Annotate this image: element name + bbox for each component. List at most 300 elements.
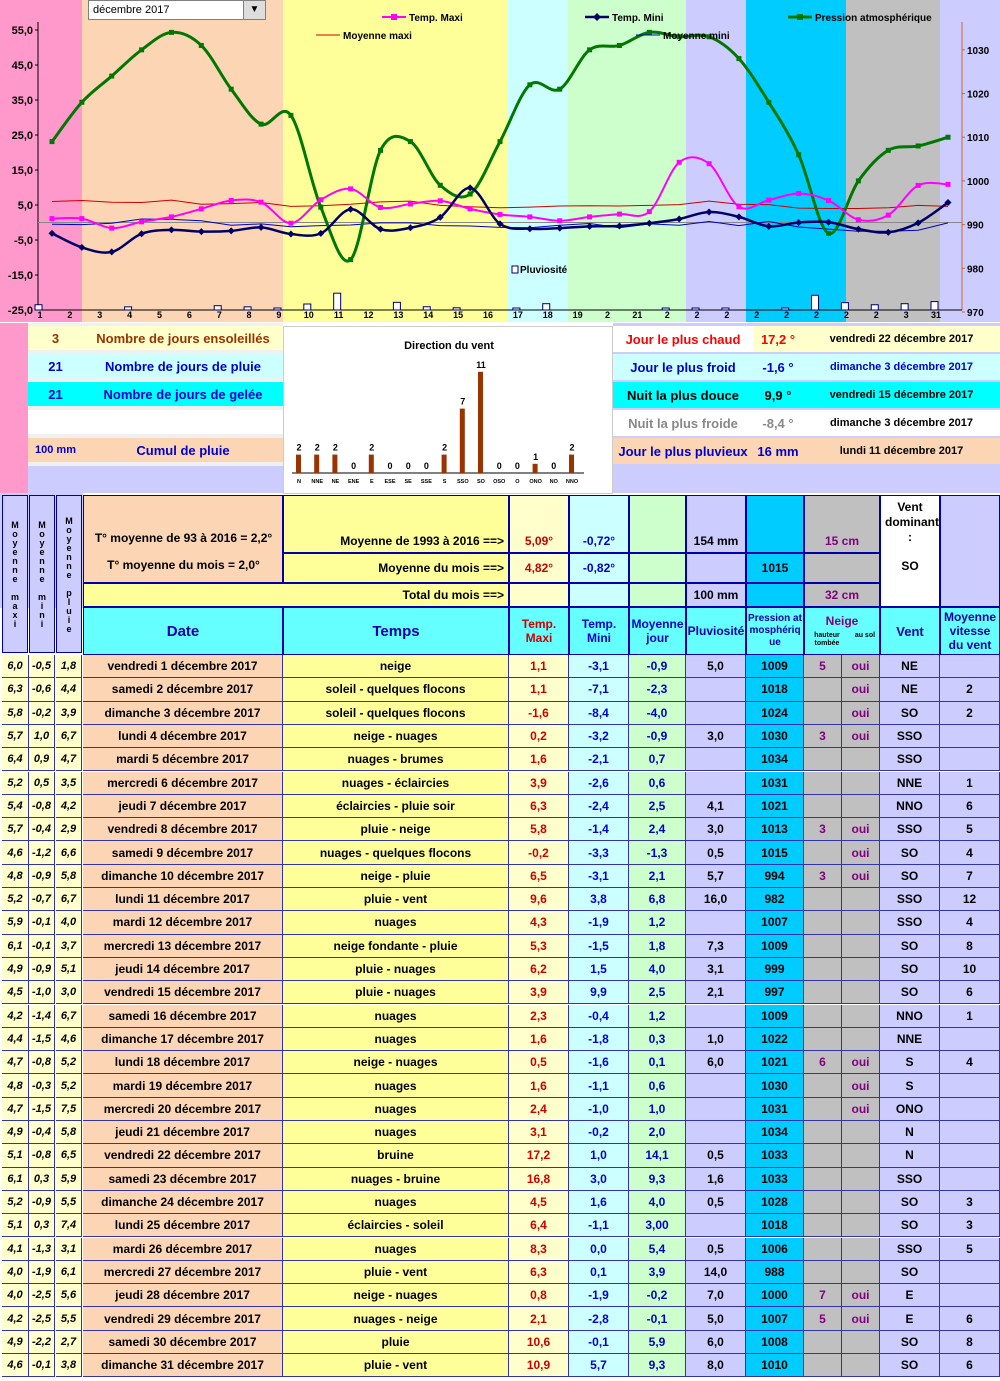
x-tick-label: 18 (542, 310, 553, 320)
cell-neige-hauteur (804, 888, 842, 911)
rain-bar (35, 305, 42, 310)
table-row (0, 888, 1000, 911)
cell-vitesse (940, 655, 1000, 678)
series-marker (916, 183, 921, 188)
cell-pression: 1021 (746, 795, 804, 818)
cell-neige-sol (842, 1261, 880, 1284)
cell-temps: neige - pluie (283, 865, 509, 888)
legend-pluie-label: Pluviosité (520, 265, 568, 276)
cell-tmax: 2,4 (509, 1098, 569, 1121)
wind-data-label: 0 (405, 461, 411, 471)
wind-tick-label: SSO (456, 479, 469, 485)
period-tmin: -0,72° (569, 495, 629, 553)
x-tick-label: 2 (664, 310, 670, 320)
cell-date: jeudi 7 décembre 2017 (83, 795, 283, 818)
cell-neige-hauteur (804, 911, 842, 934)
cell-vitesse: 4 (940, 1051, 1000, 1074)
cell-moy-jour: -1,3 (629, 841, 686, 864)
table-row (0, 911, 1000, 934)
header-temps: Temps (283, 607, 509, 655)
cell-moy-maxi: 6,1 (2, 1168, 29, 1191)
rain-bar (782, 308, 789, 310)
wind-tick-label: N (297, 479, 301, 485)
cell-pluie: 0,5 (686, 1238, 746, 1261)
cell-moy-maxi: 5,8 (2, 702, 29, 725)
cell-moy-mini: -0,8 (29, 1051, 55, 1074)
cell-vitesse: 6 (940, 1354, 1000, 1377)
table-row (0, 1168, 1000, 1191)
cell-moy-mini: -0,7 (29, 888, 55, 911)
cell-moy-maxi: 5,2 (2, 772, 29, 795)
cell-moy-pluie: 2,7 (56, 1331, 82, 1354)
cell-tmax: 4,3 (509, 911, 569, 934)
cell-pluie: 3,0 (686, 818, 746, 841)
cell-vitesse: 8 (940, 1331, 1000, 1354)
cell-neige-sol (842, 748, 880, 771)
cell-moy-jour: 0,3 (629, 1028, 686, 1051)
cell-neige-sol (842, 1354, 880, 1377)
table-row (0, 1261, 1000, 1284)
y-right-tick-label: 1020 (967, 89, 990, 101)
series-marker (617, 43, 622, 48)
cell-tmax: 8,3 (509, 1238, 569, 1261)
cell-neige-sol: oui (842, 702, 880, 725)
series-marker (169, 214, 174, 219)
cell-vitesse: 3 (940, 1214, 1000, 1237)
cell-neige-hauteur (804, 1261, 842, 1284)
series-marker (50, 139, 55, 144)
cell-moy-mini: -2,5 (29, 1284, 55, 1307)
cell-pression: 1008 (746, 1331, 804, 1354)
series-marker (886, 148, 891, 153)
cell-moy-mini: -0,1 (29, 911, 55, 934)
cell-moy-jour: 2,1 (629, 865, 686, 888)
cell-moy-pluie: 6,7 (56, 1005, 82, 1028)
coldest-label: Jour le plus froid (613, 354, 753, 380)
series-marker (408, 139, 413, 144)
series-marker (557, 218, 562, 223)
cell-moy-pluie: 4,0 (56, 911, 82, 934)
cell-pluie: 6,0 (686, 1051, 746, 1074)
cell-vitesse: 2 (940, 702, 1000, 725)
wind-data-label: 2 (569, 442, 575, 453)
table-row (0, 841, 1000, 864)
cell-neige-sol (842, 1331, 880, 1354)
cell-pluie: 2,1 (686, 981, 746, 1004)
cell-vitesse: 1 (940, 772, 1000, 795)
rain-bar (334, 293, 341, 310)
x-tick-label: 12 (363, 310, 374, 320)
cell-moy-maxi: 4,6 (2, 1354, 29, 1377)
hottest-label: Jour le plus chaud (613, 326, 753, 352)
cell-moy-maxi: 4,7 (2, 1051, 29, 1074)
cell-moy-jour: 1,2 (629, 1005, 686, 1028)
rain-bar (692, 308, 699, 310)
header-pluie: Pluviosité (686, 607, 746, 655)
wind-tick-label: SSE (420, 479, 432, 485)
chart-band (686, 0, 746, 322)
vent-dominant-value: SO (901, 559, 919, 573)
table-row (0, 678, 1000, 701)
month-select[interactable] (88, 0, 266, 20)
wind-tick-label: OSO (493, 479, 506, 485)
legend-tmax-mark (391, 14, 397, 20)
cell-vent: S (880, 1051, 940, 1074)
x-tick-label: 3 (97, 310, 103, 320)
cell-neige-sol (842, 1005, 880, 1028)
cell-pluie: 4,1 (686, 795, 746, 818)
avg-month: T° moyenne du mois = 2,0° (107, 558, 260, 572)
cell-moy-maxi: 4,0 (2, 1284, 29, 1307)
x-tick-label: 31 (930, 310, 942, 320)
rain-bar (423, 307, 430, 310)
wind-bar (296, 455, 301, 473)
cell-neige-hauteur (804, 1121, 842, 1144)
y-right-tick-label: 980 (967, 264, 984, 276)
cell-temps: neige fondante - pluie (283, 935, 509, 958)
cell-tmax: 1,6 (509, 748, 569, 771)
cell-moy-jour: 4,0 (629, 958, 686, 981)
cell-moy-jour: 2,4 (629, 818, 686, 841)
cell-date: dimanche 24 décembre 2017 (83, 1191, 283, 1214)
cell-moy-mini: -0,1 (29, 1354, 55, 1377)
cell-vent: SO (880, 1331, 940, 1354)
cell-date: samedi 23 décembre 2017 (83, 1168, 283, 1191)
table-row (0, 725, 1000, 748)
cell-tmin: -3,2 (569, 725, 629, 748)
mildest-night-value: 9,9 ° (753, 382, 803, 408)
cell-pluie (686, 1214, 746, 1237)
table-row (0, 1354, 1000, 1377)
cell-moy-mini: -1,2 (29, 841, 55, 864)
series-marker (109, 74, 114, 79)
header-au-sol: au sol (854, 632, 876, 639)
cell-moy-pluie: 3,9 (56, 702, 82, 725)
wind-tick-label: NO (549, 479, 558, 485)
x-tick-label: 2 (754, 310, 760, 320)
header-hauteur: hauteur tombée (814, 632, 840, 647)
series-marker (139, 219, 144, 224)
cell-moy-jour: 5,9 (629, 1331, 686, 1354)
total-rain: 100 mm (686, 583, 746, 607)
cell-tmin: 5,7 (569, 1354, 629, 1377)
wind-data-label: 0 (514, 461, 520, 471)
wind-data-label: 2 (369, 442, 375, 453)
series-marker (498, 139, 503, 144)
vent-dominant-label: Vent dominant : (885, 500, 939, 544)
cell-pression: 1034 (746, 1121, 804, 1144)
x-tick-label: 11 (333, 310, 344, 320)
cell-moy-mini: -0,1 (29, 935, 55, 958)
series-marker (259, 122, 264, 127)
cell-vent: S (880, 1074, 940, 1097)
rain-bar (722, 308, 729, 310)
cell-neige-hauteur (804, 678, 842, 701)
series-marker (199, 206, 204, 211)
cell-temps: neige - nuages (283, 725, 509, 748)
cell-moy-jour: 9,3 (629, 1354, 686, 1377)
month-tmin: -0,82° (569, 553, 629, 583)
cell-vent: SO (880, 865, 940, 888)
cell-tmax: 4,5 (509, 1191, 569, 1214)
cell-moy-maxi: 5,1 (2, 1214, 29, 1237)
rain-bar (393, 302, 400, 310)
cell-pluie: 14,0 (686, 1261, 746, 1284)
header-tmin: Temp. Mini (569, 607, 629, 655)
cell-pluie (686, 772, 746, 795)
cell-moy-jour: 2,5 (629, 795, 686, 818)
cell-neige-sol (842, 772, 880, 795)
cell-pluie: 3,0 (686, 725, 746, 748)
cell-date: vendredi 1 décembre 2017 (83, 655, 283, 678)
cell-neige-hauteur (804, 1214, 842, 1237)
cell-pluie: 1,0 (686, 1028, 746, 1051)
cell-date: mardi 19 décembre 2017 (83, 1074, 283, 1097)
cell-pluie: 0,5 (686, 841, 746, 864)
cell-tmax: 0,8 (509, 1284, 569, 1307)
x-tick-label: 9 (276, 310, 282, 320)
cell-pluie: 7,0 (686, 1284, 746, 1307)
cell-date: mercredi 20 décembre 2017 (83, 1098, 283, 1121)
cell-vent: SO (880, 702, 940, 725)
cell-date: mardi 12 décembre 2017 (83, 911, 283, 934)
cell-pluie: 5,0 (686, 655, 746, 678)
cell-moy-jour: -0,9 (629, 725, 686, 748)
cell-date: vendredi 15 décembre 2017 (83, 981, 283, 1004)
cell-temps: nuages - bruine (283, 1168, 509, 1191)
x-tick-label: 13 (393, 310, 404, 320)
label-avg-period: Moyenne de 1993 à 2016 ==> (283, 495, 509, 553)
cell-moy-mini: -0,9 (29, 1191, 55, 1214)
cell-moy-jour: 0,1 (629, 1051, 686, 1074)
cell-moy-jour: 3,00 (629, 1214, 686, 1237)
cell-moy-mini: -0,9 (29, 865, 55, 888)
cell-tmax: 6,4 (509, 1214, 569, 1237)
wind-tick-label: NE (331, 479, 340, 485)
cell-vitesse: 10 (940, 958, 1000, 981)
series-marker (498, 212, 503, 217)
sunny-days-label: Nombre de jours ensoleillés (83, 326, 283, 350)
cell-moy-maxi: 6,3 (2, 678, 29, 701)
cell-temps: éclaircies - soleil (283, 1214, 509, 1237)
cell-neige-sol: oui (842, 1074, 880, 1097)
wind-tick-label: E (369, 479, 374, 485)
y-left-tick-label: 55,0 (11, 25, 33, 37)
wind-tick-label: ONO (529, 479, 542, 485)
y-right-tick-label: 1030 (967, 45, 990, 57)
table-row (0, 1005, 1000, 1028)
cell-neige-sol: oui (842, 1051, 880, 1074)
y-left-tick-label: 15,0 (11, 165, 33, 177)
table-row (0, 655, 1000, 678)
coldest-night-value: -8,4 ° (753, 410, 803, 436)
cell-vent: SSO (880, 818, 940, 841)
cell-date: lundi 18 décembre 2017 (83, 1051, 283, 1074)
cell-moy-jour: -4,0 (629, 702, 686, 725)
x-tick-label: 21 (632, 310, 643, 320)
cell-moy-maxi: 5,7 (2, 725, 29, 748)
cell-vent: NNO (880, 795, 940, 818)
cell-moy-mini: -0,6 (29, 678, 55, 701)
rain-bar (214, 306, 221, 310)
cell-neige-hauteur (804, 1098, 842, 1121)
cell-moy-jour: 1,2 (629, 911, 686, 934)
table-row (0, 1098, 1000, 1121)
cell-moy-maxi: 4,5 (2, 981, 29, 1004)
cell-temps: neige (283, 655, 509, 678)
cell-moy-pluie: 3,5 (56, 772, 82, 795)
chart-band (843, 0, 940, 322)
cell-moy-maxi: 4,8 (2, 865, 29, 888)
cell-pression: 1015 (746, 841, 804, 864)
cell-neige-hauteur: 5 (804, 1307, 842, 1330)
series-marker (318, 197, 323, 202)
header-moy-mini: Moyenne mini (29, 495, 55, 653)
cell-neige-hauteur: 7 (804, 1284, 842, 1307)
x-tick-label: 2 (604, 310, 610, 320)
x-tick-label: 8 (246, 310, 252, 320)
cell-tmin: -3,1 (569, 865, 629, 888)
table-row (0, 1307, 1000, 1330)
series-marker (50, 216, 55, 221)
series-marker (229, 87, 234, 92)
cell-moy-jour: 14,1 (629, 1144, 686, 1167)
cell-tmin: -8,4 (569, 702, 629, 725)
table-row (0, 1144, 1000, 1167)
cell-date: samedi 9 décembre 2017 (83, 841, 283, 864)
cell-vitesse: 4 (940, 841, 1000, 864)
rain-bar (901, 304, 908, 310)
wind-title: Direction du vent (404, 340, 494, 352)
cell-tmin: 0,1 (569, 1261, 629, 1284)
cell-moy-mini: -0,5 (29, 655, 55, 678)
cell-moy-mini: -1,5 (29, 1098, 55, 1121)
cell-neige-sol (842, 1238, 880, 1261)
cell-moy-pluie: 6,7 (56, 888, 82, 911)
cell-pluie (686, 678, 746, 701)
cell-neige-sol (842, 958, 880, 981)
cell-neige-hauteur (804, 958, 842, 981)
table-row (0, 1051, 1000, 1074)
cell-neige-hauteur (804, 1074, 842, 1097)
series-marker (916, 143, 921, 148)
cell-moy-pluie: 6,6 (56, 841, 82, 864)
cell-moy-maxi: 5,2 (2, 888, 29, 911)
cell-pluie: 3,1 (686, 958, 746, 981)
stats-panel (0, 493, 1000, 608)
coldest-date: dimanche 3 décembre 2017 (803, 354, 1000, 380)
cell-pression: 1006 (746, 1238, 804, 1261)
cell-temps: nuages (283, 1074, 509, 1097)
cell-neige-sol (842, 1144, 880, 1167)
cell-moy-pluie: 4,2 (56, 795, 82, 818)
cell-moy-jour: 2,0 (629, 1121, 686, 1144)
cell-tmin: -1,9 (569, 911, 629, 934)
cell-temps: pluie - nuages (283, 958, 509, 981)
cell-moy-maxi: 4,2 (2, 1005, 29, 1028)
cell-moy-mini: 0,3 (29, 1214, 55, 1237)
cell-pression: 1030 (746, 1074, 804, 1097)
cell-pluie: 1,6 (686, 1168, 746, 1191)
series-marker (826, 231, 831, 236)
wind-tick-label: O (515, 479, 520, 485)
cell-moy-pluie: 5,5 (56, 1191, 82, 1214)
cell-pression: 982 (746, 888, 804, 911)
cell-tmax: 9,6 (509, 888, 569, 911)
cell-moy-maxi: 4,6 (2, 841, 29, 864)
cell-date: samedi 30 décembre 2017 (83, 1331, 283, 1354)
cell-vitesse (940, 1121, 1000, 1144)
cell-temps: nuages - brumes (283, 748, 509, 771)
cell-neige-hauteur (804, 1238, 842, 1261)
series-marker (378, 148, 383, 153)
cell-neige-sol: oui (842, 725, 880, 748)
wind-data-label: 0 (551, 461, 557, 471)
series-marker (199, 43, 204, 48)
cell-temps: pluie (283, 1331, 509, 1354)
cell-neige-sol (842, 1214, 880, 1237)
cell-moy-pluie: 4,7 (56, 748, 82, 771)
legend-pression-mark (797, 14, 803, 20)
cell-vitesse (940, 1261, 1000, 1284)
rain-bar (931, 302, 938, 310)
x-tick-label: 2 (784, 310, 790, 320)
y-right-tick-label: 970 (967, 308, 984, 319)
cell-vent: SSO (880, 1168, 940, 1191)
cell-date: mercredi 13 décembre 2017 (83, 935, 283, 958)
cell-tmin: 3,0 (569, 1168, 629, 1191)
series-marker (617, 212, 622, 217)
table-row (0, 1331, 1000, 1354)
rain-days-value: 21 (28, 354, 83, 378)
cell-tmax: 0,5 (509, 1051, 569, 1074)
series-marker (557, 87, 562, 92)
series-marker (229, 198, 234, 203)
cell-moy-mini: -0,4 (29, 818, 55, 841)
cell-moy-maxi: 4,9 (2, 1331, 29, 1354)
cell-moy-jour: 6,8 (629, 888, 686, 911)
wind-bar (569, 455, 574, 473)
cell-pression: 1031 (746, 1098, 804, 1121)
series-marker (736, 56, 741, 61)
cell-temps: pluie - nuages (283, 981, 509, 1004)
x-tick-label: 3 (903, 310, 909, 320)
header-moy-pluie: Moyenne pluie (56, 495, 82, 653)
cell-neige-sol: oui (842, 818, 880, 841)
series-marker (408, 201, 413, 206)
cell-moy-pluie: 6,7 (56, 725, 82, 748)
cell-vent: SO (880, 1191, 940, 1214)
rain-bar (812, 295, 819, 310)
rain-bar (274, 308, 281, 310)
cell-tmax: 6,5 (509, 865, 569, 888)
series-marker (527, 82, 532, 87)
cell-pluie (686, 1121, 746, 1144)
wind-data-label: 1 (533, 451, 539, 462)
series-marker (109, 226, 114, 231)
table-row (0, 958, 1000, 981)
series-marker (378, 205, 383, 210)
chart-band (82, 0, 283, 322)
cell-pression: 1018 (746, 678, 804, 701)
cell-pression: 1030 (746, 725, 804, 748)
cell-temps: pluie - vent (283, 1354, 509, 1377)
cell-neige-hauteur (804, 1028, 842, 1051)
cell-neige-sol: oui (842, 865, 880, 888)
chevron-down-icon[interactable]: ▼ (243, 1, 265, 19)
cell-tmax: 3,9 (509, 981, 569, 1004)
cell-moy-maxi: 4,0 (2, 1261, 29, 1284)
